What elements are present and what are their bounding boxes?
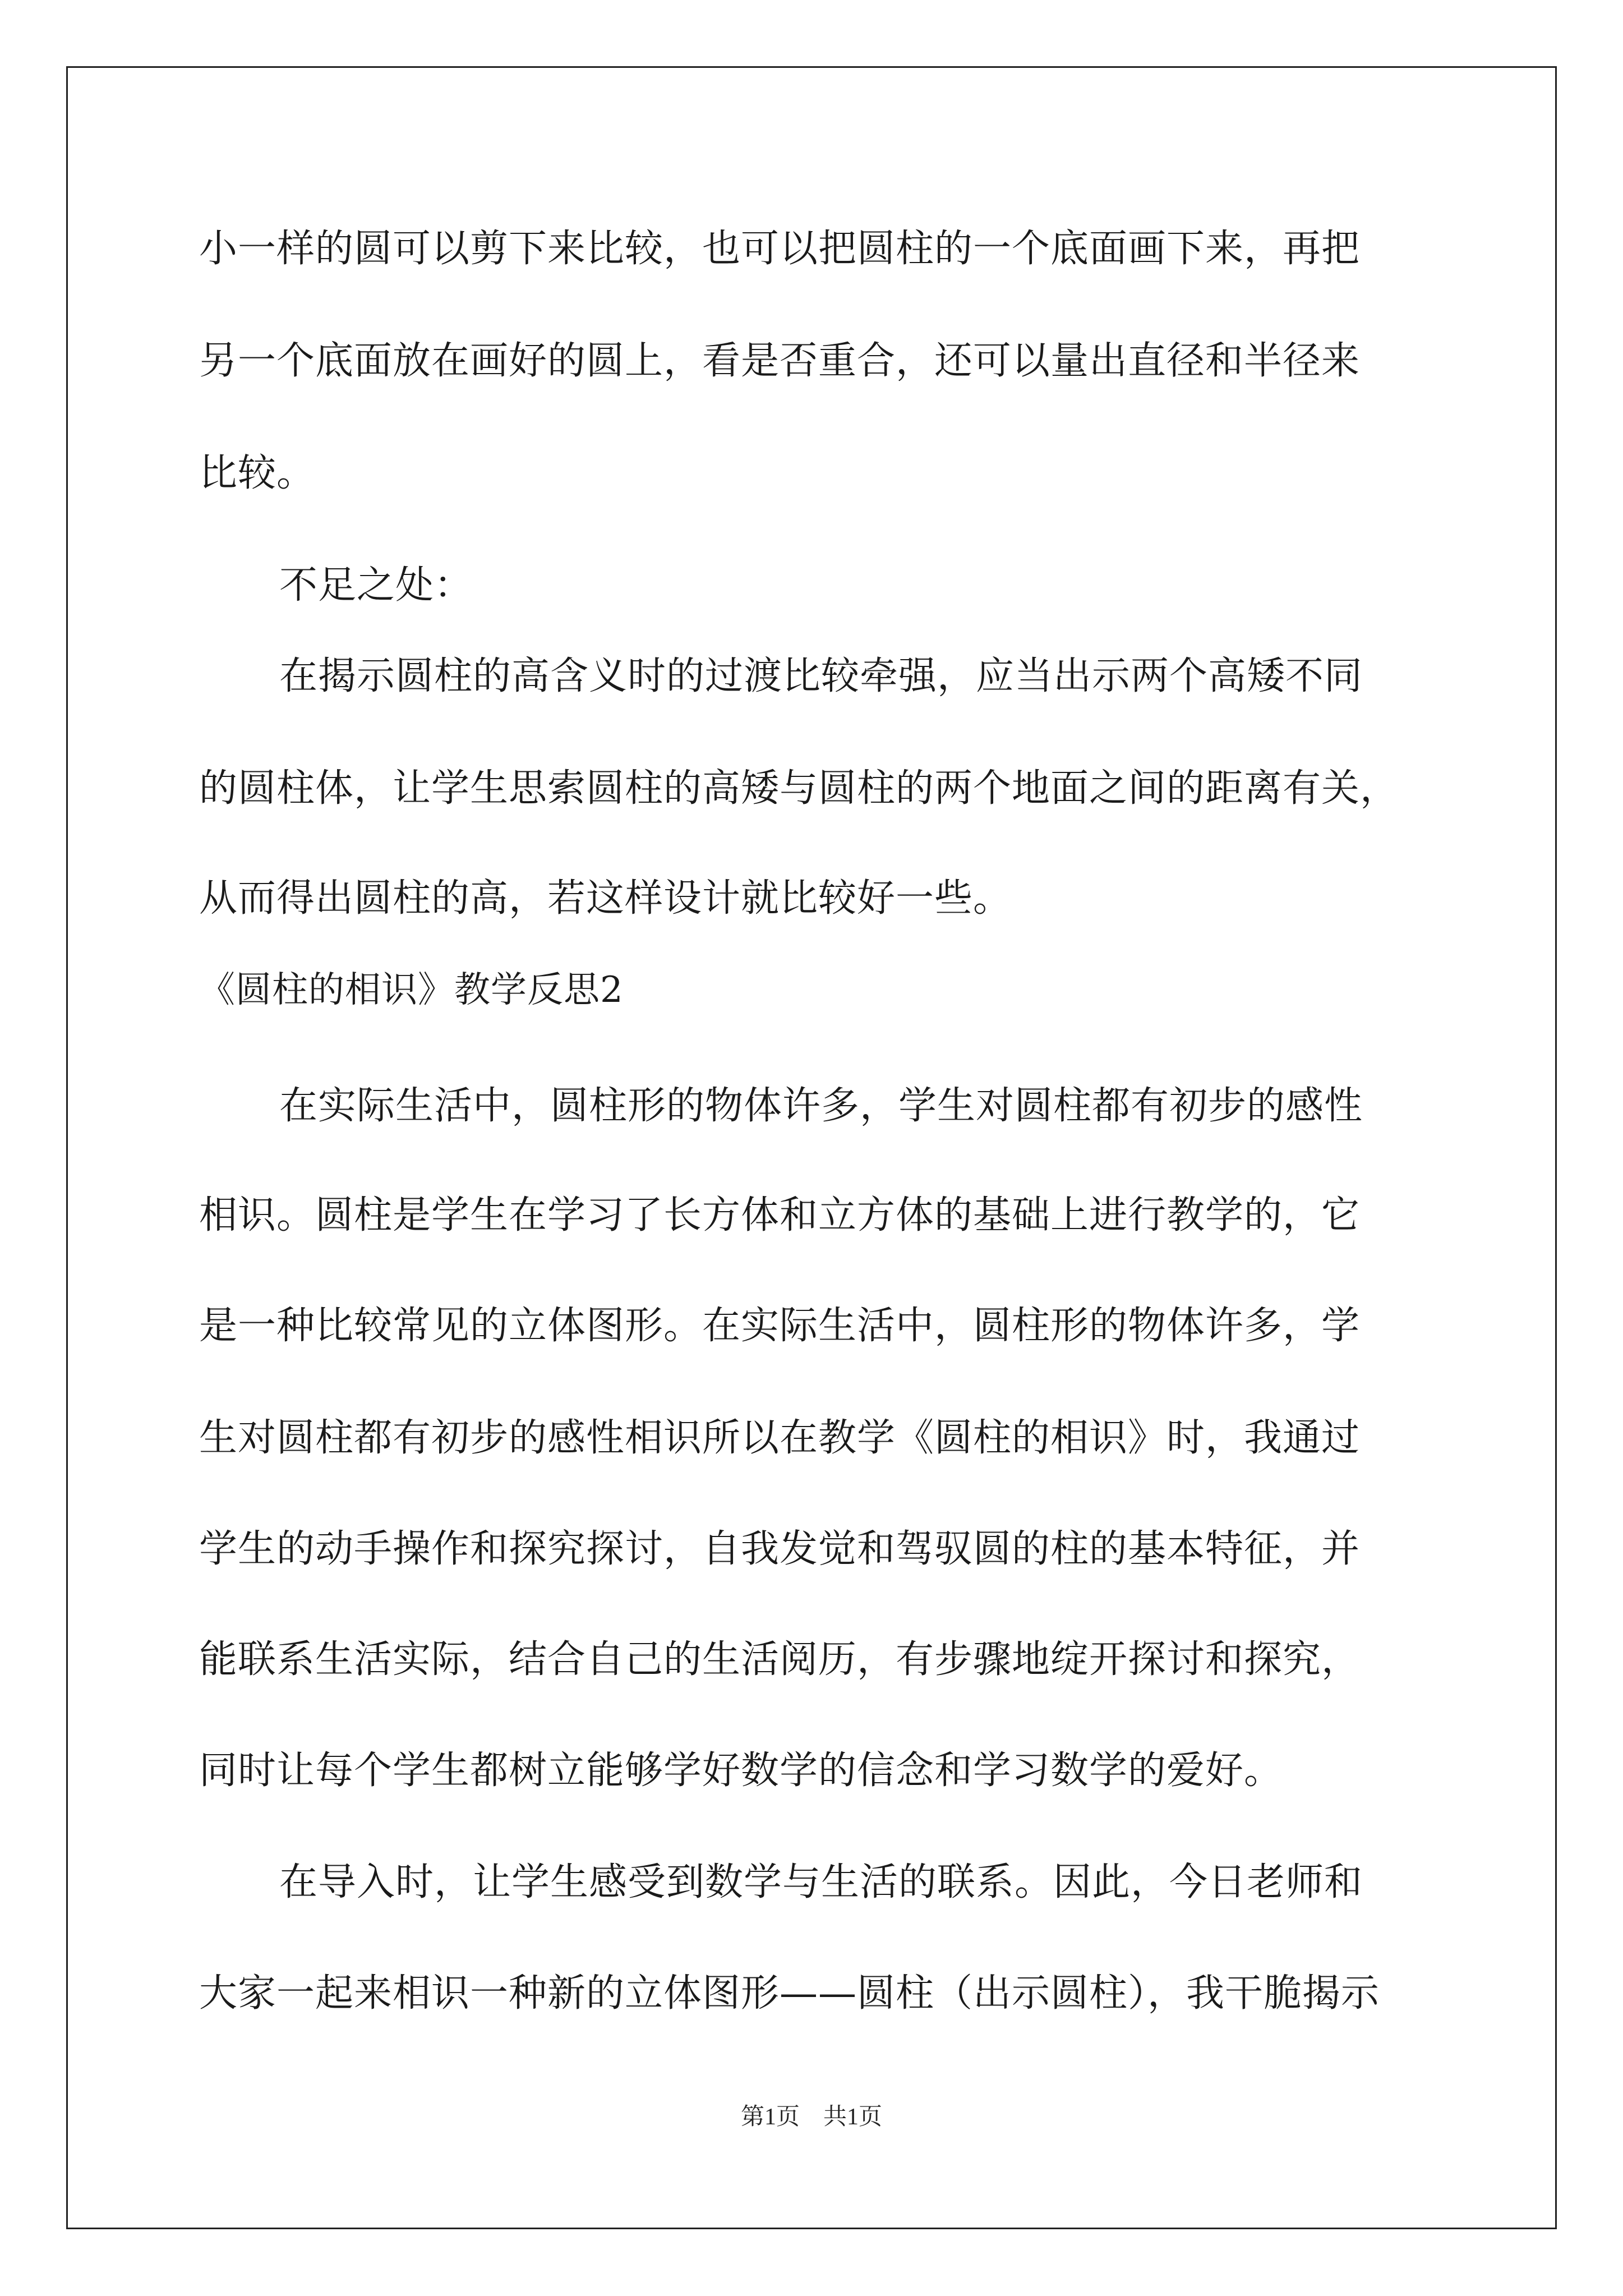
text-line: 同时让每个学生都树立能够学好数学的信念和学习数学的爱好。 xyxy=(199,1749,1283,1793)
text-line: 在导入时，让学生感受到数学与生活的联系。因此，今日老师和 xyxy=(279,1860,1363,1904)
page-number: 第1页 共1页 xyxy=(740,2104,882,2130)
text-line: 学生的动手操作和探究探讨，自我发觉和驾驭圆的柱的基本特征，并 xyxy=(199,1527,1361,1571)
text-line: 的圆柱体，让学生思索圆柱的高矮与圆柱的两个地面之间的距离有关， xyxy=(199,766,1399,811)
page-border xyxy=(66,66,1557,2229)
text-line: 小一样的圆可以剪下来比较，也可以把圆柱的一个底面画下来，再把 xyxy=(199,227,1361,271)
text-line: 从而得出圆柱的高，若这样设计就比较好一些。 xyxy=(199,876,1012,921)
text-line: 生对圆柱都有初步的感性相识所以在教学《圆柱的相识》时，我通过 xyxy=(199,1416,1361,1460)
section-heading: 《圆柱的相识》教学反思2 xyxy=(199,969,624,1011)
text-line: 是一种比较常见的立体图形。在实际生活中，圆柱形的物体许多，学 xyxy=(199,1304,1361,1348)
text-line: 在实际生活中，圆柱形的物体许多，学生对圆柱都有初步的感性 xyxy=(279,1084,1363,1128)
text-line: 相识。圆柱是学生在学习了长方体和立方体的基础上进行教学的，它 xyxy=(199,1193,1361,1237)
text-line: 比较。 xyxy=(199,451,316,495)
text-line: 另一个底面放在画好的圆上，看是否重合，还可以量出直径和半径来 xyxy=(199,339,1361,383)
text-line: 在揭示圆柱的高含义时的过渡比较牵强，应当出示两个高矮不同 xyxy=(279,654,1363,698)
text-line: 能联系生活实际，结合自己的生活阅历，有步骤地绽开探讨和探究， xyxy=(199,1637,1361,1682)
text-line: 大家一起来相识一种新的立体图形——圆柱（出示圆柱），我干脆揭示 xyxy=(199,1971,1380,2016)
text-line: 不足之处： xyxy=(279,563,473,608)
